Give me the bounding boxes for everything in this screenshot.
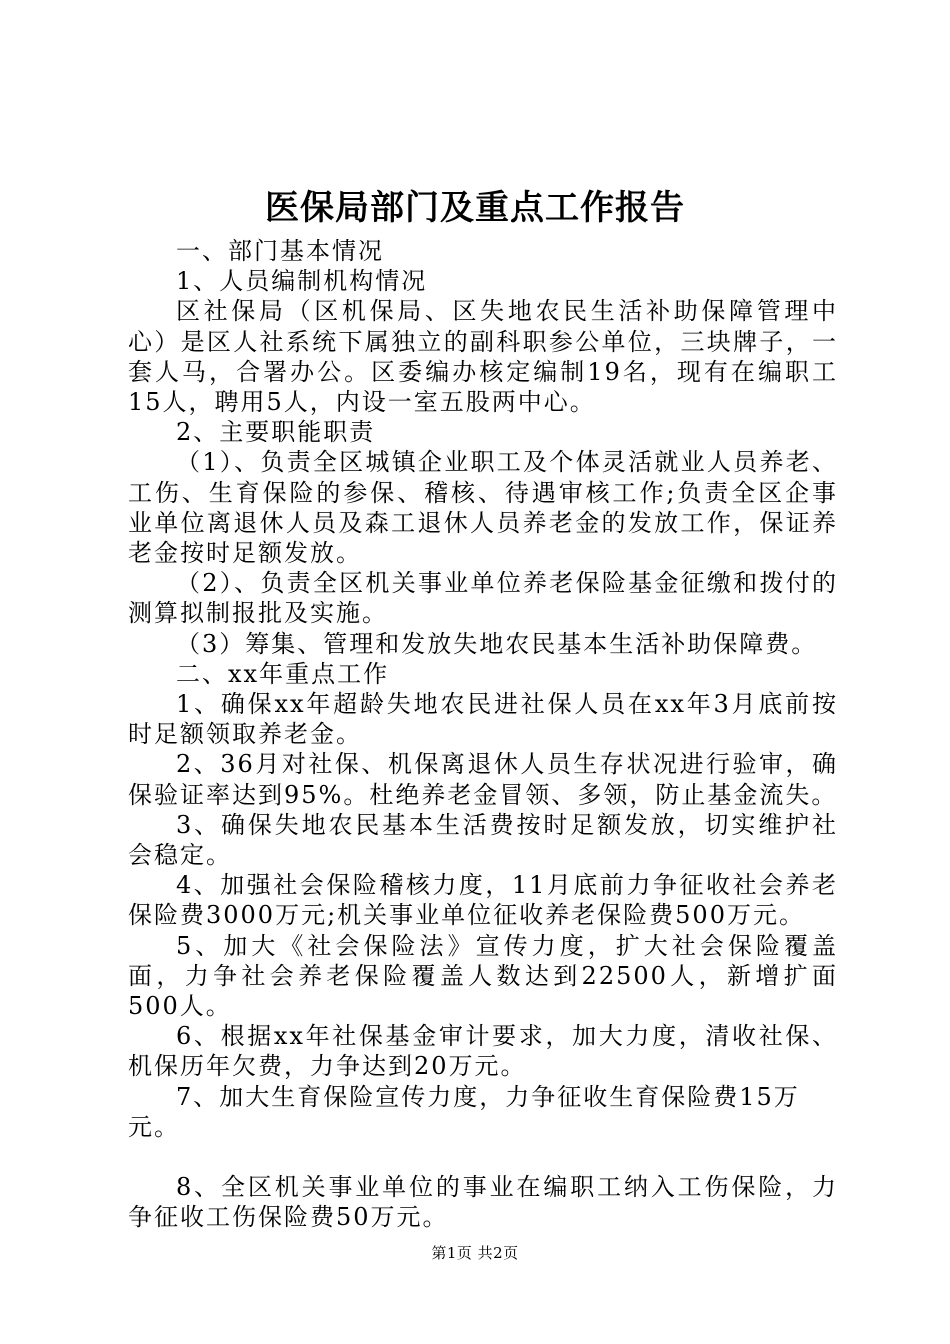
document-body <box>128 236 838 1233</box>
section-heading: 一、部门基本情况 <box>176 237 384 265</box>
subsection-heading: 2、主要职能职责 <box>176 418 376 447</box>
body-paragraph: （2）、负责全区机关事业单位养老保险基金征缴和拨付的测算拟制报批及实施。 <box>128 569 838 628</box>
subsection-heading: 1、人员编制机构情况 <box>176 267 428 296</box>
list-item: 5、加大《社会保险法》宣传力度，扩大社会保险覆盖面，力争社会养老保险覆盖人数达到22500人，新增扩面500人。 <box>128 931 838 1021</box>
page-number-footer: 第1页 共2页 <box>431 1244 519 1262</box>
body-paragraph: （1）、负责全区城镇企业职工及个体灵活就业人员养老、工伤、生育保险的参保、稽核、待遇审核工作;负责全区企事业单位离退休人员及森工退休人员养老金的发放工作，保证养老金按时足额发放。 <box>128 448 838 568</box>
list-item: 2、36月对社保、机保离退休人员生存状况进行验审，确保验证率达到95%。杜绝养老金冒领、多领，防止基金流失。 <box>128 750 838 809</box>
document-title: 医保局部门及重点工作报告 <box>265 188 685 228</box>
list-item: 7、加大生育保险宣传力度，力争征收生育保险费15万元。 <box>128 1082 800 1141</box>
list-item: 6、根据xx年社保基金审计要求，加大力度，清收社保、机保历年欠费，力争达到20万元。 <box>128 1022 838 1081</box>
body-paragraph: 区社保局（区机保局、区失地农民生活补助保障管理中心）是区人社系统下属独立的副科职参公单位，三块牌子，一套人马，合署办公。区委编办核定编制19名，现有在编职工15人，聘用5人，内设一室五股两中心。 <box>128 297 838 417</box>
list-item: 4、加强社会保险稽核力度，11月底前力争征收社会养老保险费3000万元;机关事业单位征收养老保险费500万元。 <box>128 871 838 930</box>
list-item: 8、全区机关事业单位的事业在编职工纳入工伤保险，力争征收工伤保险费50万元。 <box>128 1173 838 1232</box>
list-item: 3、确保失地农民基本生活费按时足额发放，切实维护社会稳定。 <box>128 810 838 870</box>
section-heading: 二、xx年重点工作 <box>176 659 390 688</box>
body-paragraph: （3）筹集、管理和发放失地农民基本生活补助保障费。 <box>176 629 818 658</box>
list-item: 1、确保xx年超龄失地农民进社保人员在xx年3月底前按时足额领取养老金。 <box>128 690 838 749</box>
